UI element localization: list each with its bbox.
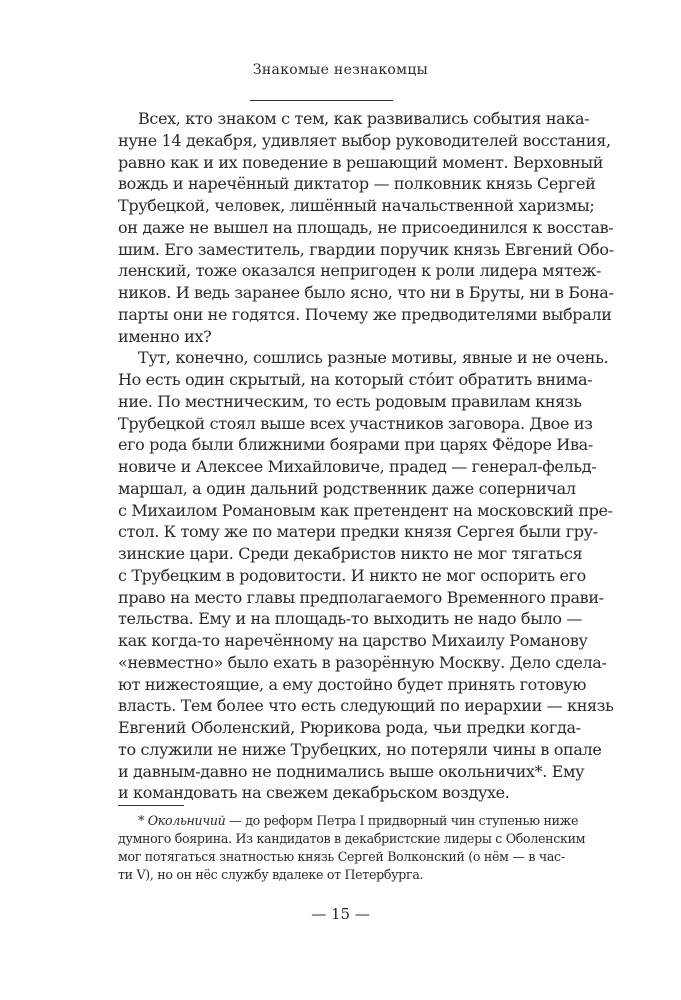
- text-line: зинские цари. Среди декабристов никто не мог тягаться: [118, 544, 583, 563]
- header-rule: [250, 100, 393, 101]
- text-line: он даже не вышел на площадь, не присоединился к восстав-: [118, 217, 614, 237]
- paragraph: [118, 108, 614, 347]
- footnote-line: * Окольничий — до реформ Петра I придворный чин ступенью ниже: [138, 813, 579, 828]
- text-line: стол. К тому же по матери предки князя Сергея были гру-: [118, 522, 598, 542]
- text-line: ют нижестоящие, а ему достойно будет принять готовую: [118, 674, 587, 694]
- footnote-marker: *: [138, 813, 144, 828]
- text-line: право на место главы предполагаемого Временного прави-: [118, 587, 604, 607]
- paragraph: [118, 347, 614, 804]
- running-header: Знакомые незнакомцы: [252, 62, 429, 78]
- text-line: шим. Его заместитель, гвардии поручик князь Евгений Обо-: [118, 239, 614, 259]
- text-line: Всех, кто знаком с тем, как развивались события нака-: [138, 109, 590, 128]
- text-line: Трубецкой, человек, лишённый начальственной харизмы;: [118, 196, 595, 215]
- text-line: с Трубецким в родовитости. И никто не мог оспорить его: [118, 565, 586, 585]
- text-line: тельства. Ему и на площадь-то выходить не надо было —: [118, 609, 583, 629]
- text-line: и давным-давно не поднимались выше окольничих*. Ему: [118, 761, 585, 781]
- text-line: как когда-то наречённому на царство Михаилу Романову: [118, 631, 588, 650]
- text-line: его рода были ближними боярами при царях Фёдоре Ива-: [118, 435, 593, 455]
- text-line: маршал, а один дальний родственник даже соперничал: [118, 478, 576, 498]
- text-line: именно их?: [118, 326, 212, 346]
- text-line: парты они не годятся. Почему же предводителями выбрали: [118, 304, 612, 324]
- body-text: [118, 108, 614, 804]
- footnote: [118, 812, 586, 884]
- text-line: Но есть один скрытый, на который стóит обратить внима-: [118, 370, 593, 389]
- text-line: ников. И ведь заранее было ясно, что ни в Бруты, ни в Бона-: [118, 283, 614, 302]
- text-line: Трубецкой стоял выше всех участников заговора. Двое из: [118, 413, 593, 433]
- text-line: вождь и наречённый диктатор — полковник князь Сергей: [118, 174, 596, 194]
- footnote-line: мог потягаться знатностью князь Сергей Волконский (о нём — в час-: [118, 849, 565, 864]
- footnote-term: Окольничий: [147, 813, 226, 828]
- text-line: власть. Тем более что есть следующий по иерархии — князь: [118, 696, 614, 716]
- text-line: ние. По местническим, то есть родовым правилам князь: [118, 391, 582, 411]
- text-line: Тут, конечно, сошлись разные мотивы, явные и не очень.: [138, 348, 609, 368]
- text-line: то служили не ниже Трубецких, но потеряли чины в опале: [118, 739, 602, 759]
- text-line: новиче и Алексее Михайловиче, прадед — генерал-фельд-: [118, 457, 597, 476]
- text-line: нуне 14 декабря, удивляет выбор руководителей восстания,: [118, 130, 611, 150]
- text-line: Евгений Оболенский, Рюрикова рода, чьи предки когда-: [118, 718, 581, 737]
- page-number: — 15 —: [311, 905, 370, 923]
- footnote-rule: [118, 805, 184, 806]
- text-line: равно как и их поведение в решающий момент. Верховный: [118, 152, 604, 172]
- footnote-line: ти V), но он нёс службу вдалеке от Петербурга.: [118, 867, 424, 882]
- text-line: и командовать на свежем декабрьском воздухе.: [118, 783, 510, 803]
- text-line: ленский, тоже оказался непригоден к роли лидера мятеж-: [118, 261, 602, 281]
- text-line: с Михаилом Романовым как претендент на московский пре-: [118, 500, 613, 520]
- text-line: «невместно» было ехать в разорённую Москву. Дело сделa-: [118, 652, 607, 672]
- footnote-line: думного боярина. Из кандидатов в декабристские лидеры с Оболенским: [118, 831, 586, 846]
